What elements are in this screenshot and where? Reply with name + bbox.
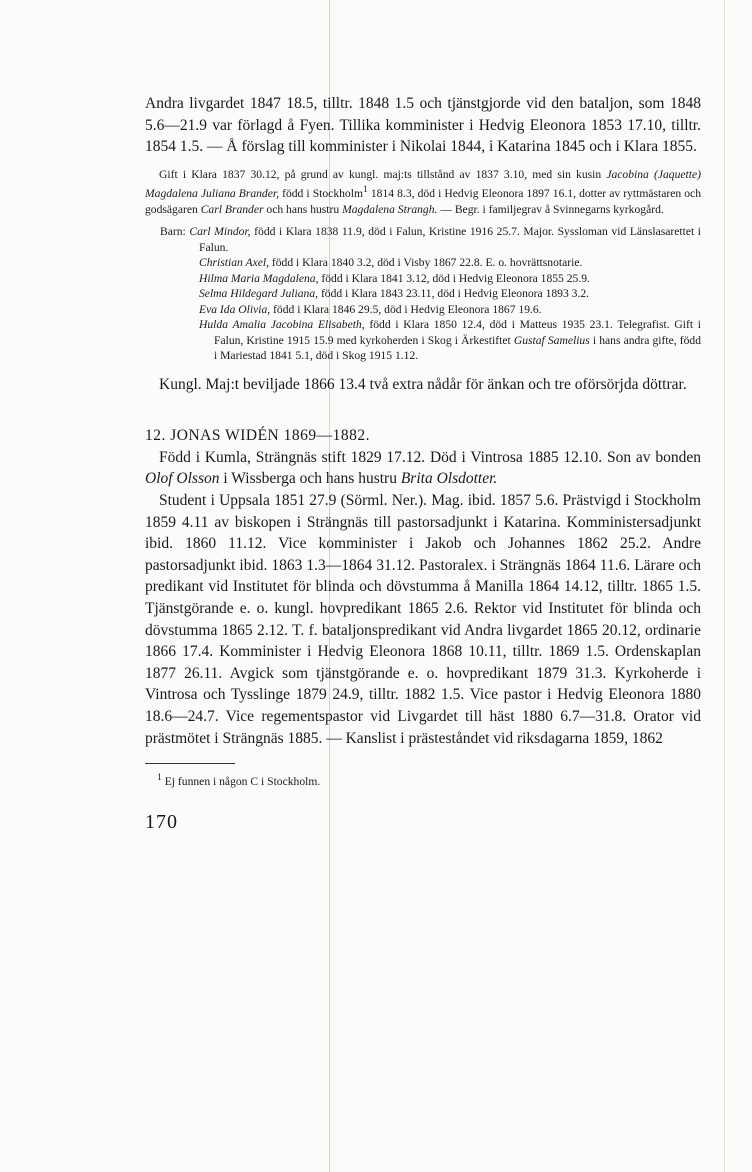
children-list [145, 224, 701, 364]
birth-paragraph: Född i Kumla, Strängnäs stift 1829 17.12. Död i Vintrosa 1885 12.10. Son av bonden Olof Olsson i Wissberga och hans hustru Brita Olsdotter. [145, 448, 701, 488]
father-in-law-name: Carl Brander [200, 202, 264, 216]
footnote-text: Ej funnen i någon C i Stockholm. [161, 775, 321, 788]
burial-text: — Begr. i familjegrav å Svinnegarns kyrkogård. [437, 202, 664, 216]
child-name: Carl Mindor, [189, 225, 251, 239]
spouse-name: Gustaf Samelius [513, 333, 590, 347]
marriage-text: och hans hustru [263, 202, 343, 216]
footnote-section [145, 763, 701, 789]
marriage-note [145, 167, 701, 217]
mother-in-law-name: Magdalena Strangh. [342, 202, 438, 216]
career-paragraph: Student i Uppsala 1851 27.9 (Sörml. Ner.). Mag. ibid. 1857 5.6. Prästvigd i Stockholm 1859 4.11 av biskopen i Strängnäs till pastorsadjunkt i Katarina. Komministersadjunkt ibid. 1860 11.12. Vice komminister i Jakob och Johannes 1862 25.2. Andre pastorsadjunkt ibid. 1863 1.3—1864 31.12. Pastoralex. i Strängnäs 1864 11.6. Lärare och predikant vid Institutet för blinda och dövstumma å Manilla 1864 14.12, tilltr. 1865 1.5. Tjänstgörande e. o. kungl. hovpredikant 1865 2.6. Rektor vid Institutet för blinda och dövstumma 1865 2.12. T. f. bataljonspredikant vid Andra livgardet 1865 20.12, ordinarie 1866 17.4. Komminister i Hedvig Eleonora 1868 10.11, tilltr. 1869 1.5. Ordenskaplan 1877 26.11. Avgick som tjänstgörande e. o. hovpredikant 1879 31.3. Kyrkoherde i Vintrosa och Tysslinge 1879 24.9, tilltr. 1882 1.5. Vice pastor i Hedvig Eleonora 1880 18.6—24.7. Vice regementspastor vid Livgardet till häst 1880 6.7—31.8. Orator vid prästmötet i Strängnäs 1885. — Kanslist i prästeståndet vid riksdagarna 1859, 1862 [145, 492, 701, 747]
child-name: Selma Hildegard Juliana, [199, 287, 319, 301]
scan-edge-line [724, 0, 725, 1172]
marriage-text: Gift i Klara 1837 30.12, på grund av kungl. maj:ts tillstånd av 1837 3.10, med sin kusin [159, 167, 607, 181]
child-name: Hilma Maria Magdalena, [199, 271, 319, 285]
child-entry: Christian Axel, född i Klara 1840 3.2, död i Visby 1867 22.8. E. o. hovrättsnotarie. [199, 256, 583, 270]
mother-name: Brita Olsdotter. [400, 470, 498, 488]
child-name: Eva Ida Olivia, [199, 302, 271, 316]
section-heading: 12. JONAS WIDÉN 1869—1882. [145, 427, 370, 445]
page-number: 170 [145, 811, 178, 833]
footnote-ref: 1 [362, 184, 368, 196]
child-entry: Hulda Amalia Jacobina Elisabeth, född i Klara 1850 12.4, död i Matteus 1935 23.1. Telegrafist. Gift i Falun, Kristine 1915 15.9 med kyrkoherden i Skog i Ärkestiftet Gustaf Samelius i hans andra gifte, född i Mariestad 1841 5.1, död i Skog 1915 1.12. [199, 318, 701, 363]
child-entry: Eva Ida Olivia, född i Klara 1846 29.5, död i Hedvig Eleonora 1867 19.6. [199, 302, 542, 316]
spouse-name: Jacobina (Jaquette) Magdalena Juliana Brander, [145, 167, 701, 201]
child-entry: Barn: Carl Mindor, född i Klara 1838 11.9, död i Falun, Kristine 1916 25.7. Major. Syssloman vid Länslasarettet i Falun. [160, 225, 702, 254]
child-entry: Selma Hildegard Juliana, född i Klara 1843 23.11, död i Hedvig Eleonora 1893 3.2. [199, 287, 590, 301]
footnote [145, 770, 701, 789]
child-entry: Hilma Maria Magdalena, född i Klara 1841 3.12, död i Hedvig Eleonora 1855 25.9. [199, 271, 590, 285]
grant-paragraph: Kungl. Maj:t beviljade 1866 13.4 två extra nådår för änkan och tre oförsörjda döttrar. [159, 375, 687, 393]
footnote-rule [145, 763, 235, 764]
child-name: Hulda Amalia Jacobina Elisabeth, [199, 318, 365, 332]
marriage-text: född i Stockholm [279, 187, 363, 201]
document-page [145, 93, 701, 834]
father-name: Olof Olsson [145, 470, 220, 488]
footnote-marker: 1 [157, 772, 162, 784]
marriage-text: 1814 8.3, död i Hedvig Eleonora 1897 16.1, dotter av ryttmästaren och godsägaren [145, 187, 701, 216]
body-paragraph-service: Andra livgardet 1847 18.5, tilltr. 1848 1.5 och tjänstgjorde vid den bataljon, som 1848 5.6—21.9 var förlagd å Fyen. Tillika komminister i Hedvig Eleonora 1853 17.10, tilltr. 1854 1.5. — Å förslag till komminister i Nikolai 1844, i Katarina 1845 och i Klara 1855. [145, 95, 701, 156]
child-name: Christian Axel, [199, 256, 269, 270]
